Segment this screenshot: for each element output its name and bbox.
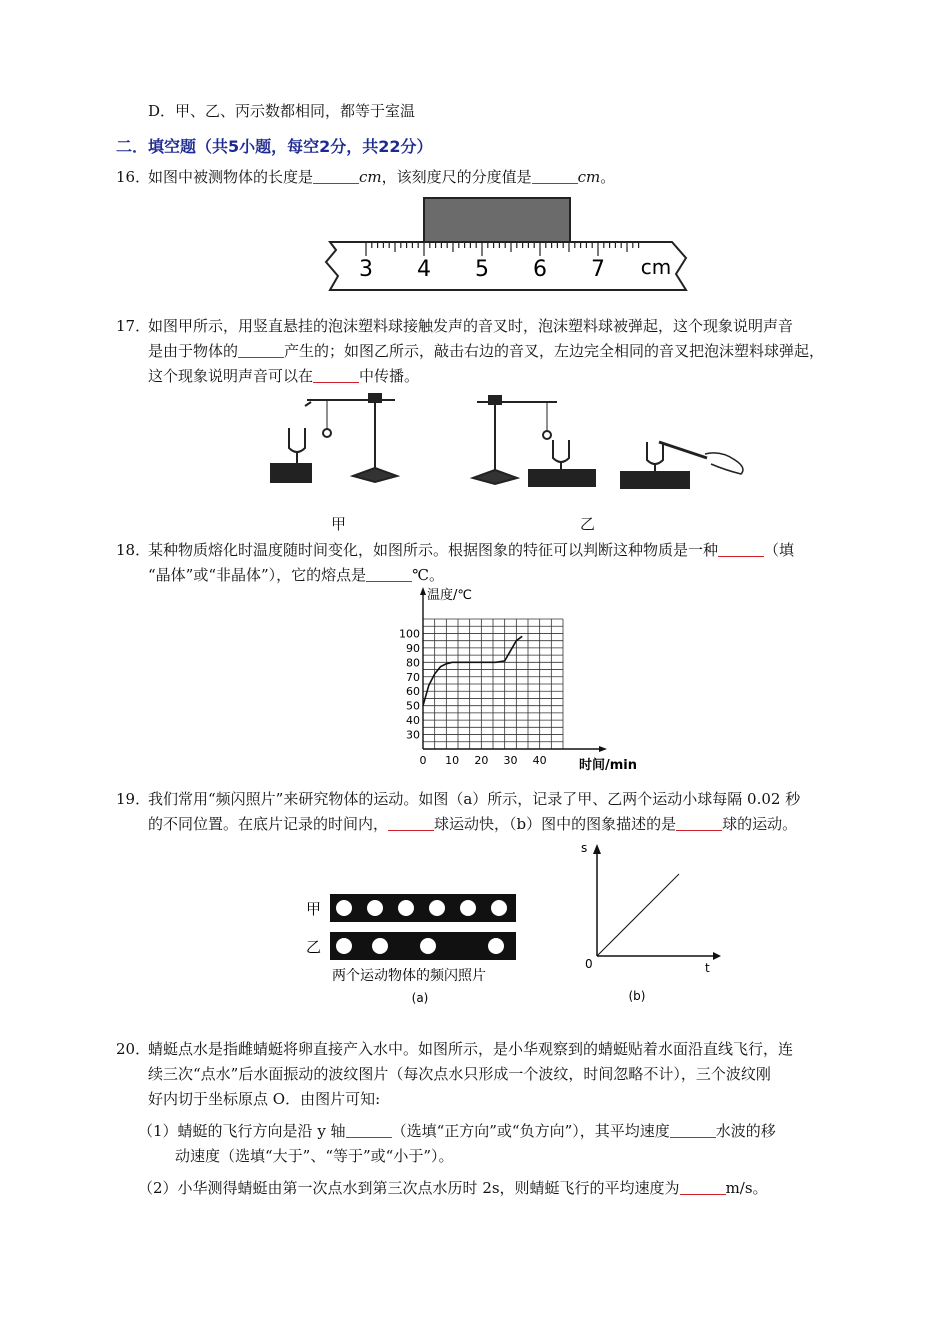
q18-line-1b: （填 [764,541,795,559]
q18-line-1a: 某种物质熔化时温度随时间变化，如图所示。根据图象的特征可以判断这种物质是一种 [148,541,719,559]
q16-text [148,167,615,187]
measured-block [424,198,570,242]
q18-line-1 [148,540,794,560]
q20-line-3: 好内切于坐标原点 O．由图片可知: [148,1090,381,1108]
q17-line-2a: 是由于物体的 [148,342,239,360]
q19-line-2b: 球运动快，（b）图中的图象描述的是 [434,815,677,833]
y-tick-label: 100 [399,627,420,641]
q17-blank-1[interactable] [238,343,284,358]
y-tick-label: 70 [406,670,420,684]
q20-blank-2[interactable] [670,1123,716,1138]
chart-ticks [399,627,547,767]
q20-blank-3[interactable] [680,1180,726,1195]
s-t-line [597,874,679,956]
chart-grid [423,619,563,749]
y-tick-label: 40 [406,714,420,728]
axis-s-label: s [581,841,588,855]
q16-text-1: 如图中被测物体的长度是 [148,168,314,186]
q18-blank-1[interactable] [718,542,764,557]
label-jia: 甲 [331,515,347,533]
x-tick-label: 10 [445,754,460,767]
ruler-label-3: 3 [359,257,373,282]
s-t-graph [575,840,725,1010]
ruler-label-5: 5 [475,257,489,282]
t-axis-arrow [713,952,721,960]
q19-blank-1[interactable] [388,816,434,831]
q17-line-1: 如图甲所示，用竖直悬挂的泡沫塑料球接触发声的音叉时，泡沫塑料球被弹起，这个现象说明声音 [148,317,794,335]
ball-yi [372,938,388,954]
ball-jia [429,900,445,916]
q16-text-3: 。 [600,168,616,186]
chart-series-line [423,636,522,705]
q16-blank-1[interactable] [313,169,359,184]
q20-part-1-cont: 动速度（选填“大于”、“等于”或“小于”）。 [175,1147,454,1165]
option-d: D．甲、乙、丙示数都相同，都等于室温 [148,102,416,120]
tuning-fork-figure [265,390,755,500]
y-tick-label: 50 [406,699,420,713]
q19-line-2a: 的不同位置。在底片记录的时间内， [148,815,389,833]
ruler-label-6: 6 [533,257,547,282]
film-strips-figure [300,890,530,1008]
y-tick-label: 90 [406,641,420,655]
q20-number: 20． [116,1040,151,1058]
q20-line-2: 续三次“点水”后水面振动的波纹图片（每次点水只形成一个波纹，时间忽略不计），三个波纹刚 [148,1065,771,1083]
y-axis-label: 温度/℃ [427,588,472,603]
q20-blank-1[interactable] [346,1123,392,1138]
y-tick-label: 30 [406,728,420,742]
q18-number: 18． [116,541,151,559]
caption-a: (a) [411,991,429,1005]
q17-line-3b: 中传播。 [359,367,420,385]
q19-number: 19． [116,790,151,808]
q20-line-1: 蜻蜓点水是指雌蜻蜓将卵直接产入水中。如图所示，是小华观察到的蜻蜓贴着水面沿直线飞行，连 [148,1040,794,1058]
ruler-body [326,242,686,290]
q17-line-3 [148,366,419,386]
q19-line-1: 我们常用“频闪照片”来研究物体的运动。如图（a）所示，记录了甲、乙两个运动小球每隔 0.02 秒 [148,790,801,808]
q18-line-2a: “晶体”或“非晶体”），它的熔点是 [148,566,367,584]
ball-yi [420,938,436,954]
q18-line-2b: ℃。 [412,566,444,584]
q17-line-3a: 这个现象说明声音可以在 [148,367,314,385]
y-tick-label: 60 [406,685,420,699]
x-axis-label: 时间/min [579,758,638,773]
q20-part-2 [138,1178,768,1198]
film-caption: 两个运动物体的频闪照片 [332,968,486,984]
label-yi: 乙 [580,515,596,533]
x-tick-label: 20 [474,754,489,767]
q18-line-2 [148,565,444,585]
q20-part-1c: 水波的移 [715,1122,776,1140]
q17-line-2 [148,341,824,361]
q19-blank-2[interactable] [676,816,722,831]
x-tick-label: 30 [503,754,518,767]
film-label-yi: 乙 [306,938,322,956]
axis-t-label: t [705,961,710,975]
q20-part-1b: （选填“正方向”或“负方向”），其平均速度 [391,1122,670,1140]
film-label-jia: 甲 [306,900,322,918]
y-axis-arrow [420,587,426,595]
q16-unit-2: cm [577,168,601,186]
q19-line-2 [148,814,797,834]
q16-unit-1: cm [359,168,382,186]
section-title: 二．填空题（共5小题，每空2分，共22分） [116,137,433,156]
q17-line-2b: 产生的；如图乙所示，敲击右边的音叉，左边完全相同的音叉把泡沫塑料球弹起， [284,342,825,360]
y-tick-label: 80 [406,656,420,670]
film-strip-jia [330,894,516,922]
q20-part-1a: （1）蜻蜓的飞行方向是沿 y 轴 [138,1122,346,1140]
q16-number: 16． [116,168,151,186]
melting-chart [395,585,638,775]
s-axis-arrow [593,844,601,854]
ball-jia [460,900,476,916]
ball-jia [367,900,383,916]
q17-blank-2[interactable] [313,368,359,383]
ruler-label-cm: cm [640,255,672,279]
x-tick-label: 0 [419,754,427,767]
figure-jia [271,394,397,482]
figure-yi [473,396,743,488]
ball-jia [398,900,414,916]
ruler-label-4: 4 [417,257,431,282]
q20-part-2a: （2）小华测得蜻蜓由第一次点水到第三次点水历时 2s，则蜻蜓飞行的平均速度为 [138,1179,680,1197]
ruler-label-7: 7 [591,257,605,282]
origin-label: 0 [585,957,593,971]
q16-blank-2[interactable] [532,169,578,184]
q19-line-2c: 球的运动。 [722,815,798,833]
caption-b: (b) [628,989,646,1003]
ball-jia [491,900,507,916]
q20-part-2b: m/s。 [725,1179,768,1197]
q20-part-1 [138,1121,776,1141]
x-axis-arrow [599,746,607,752]
q18-blank-2[interactable] [366,567,412,582]
q17-number: 17． [116,317,151,335]
x-tick-label: 40 [532,754,547,767]
ball-yi [336,938,352,954]
q16-text-2: ，该刻度尺的分度值是 [381,168,532,186]
ruler-figure [320,190,700,300]
ball-jia [336,900,352,916]
ball-yi [488,938,504,954]
